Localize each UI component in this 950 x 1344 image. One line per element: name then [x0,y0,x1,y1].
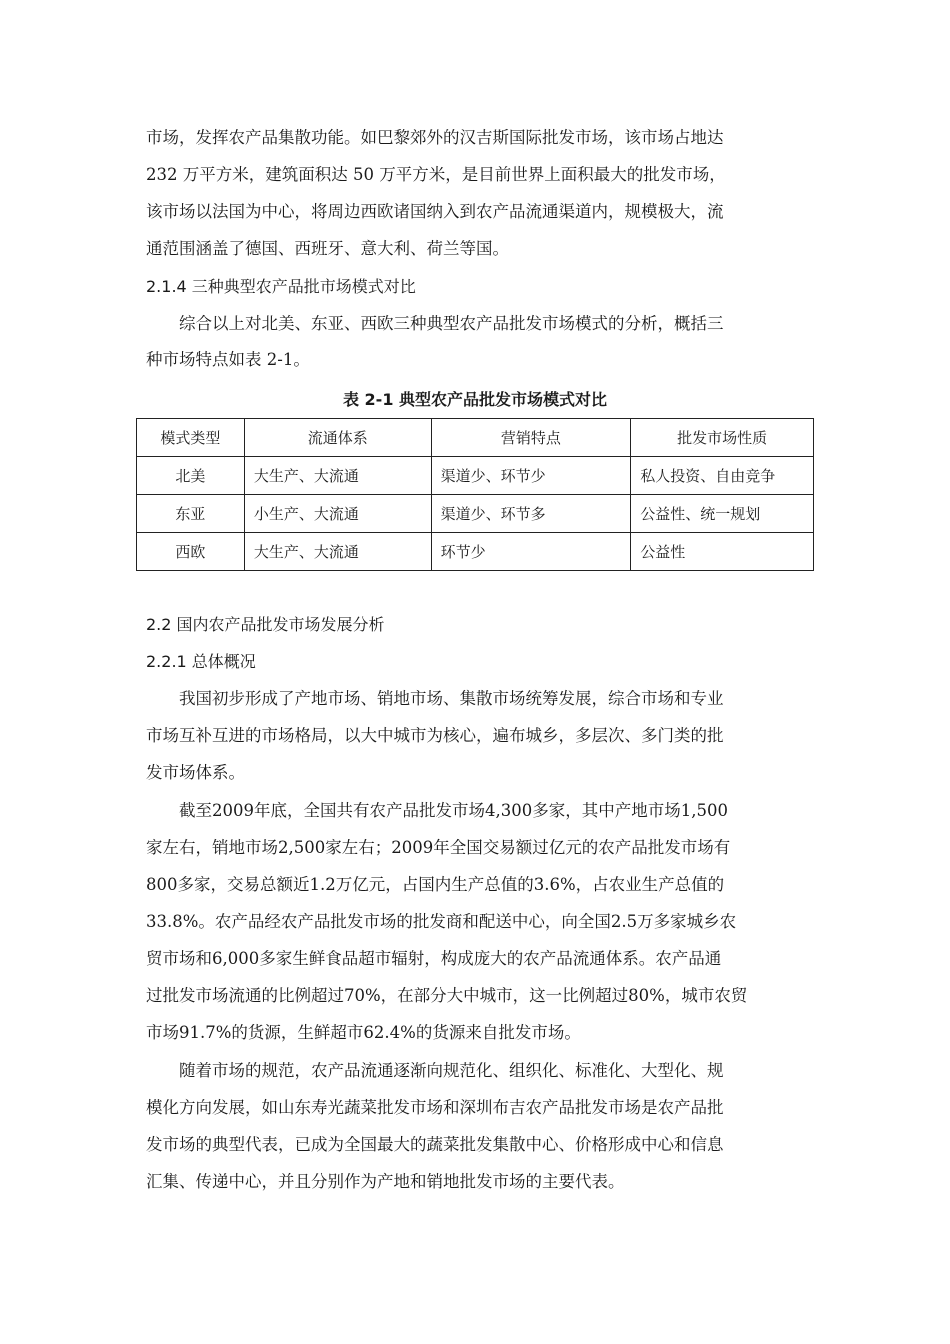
body-text-line: 通范围涵盖了德国、西班牙、意大利、荷兰等国。 [146,239,509,258]
table-cell: 北美 [137,457,245,495]
comparison-table [136,418,814,571]
table-cell: 公益性、统一规划 [631,495,814,533]
table-cell: 渠道少、环节多 [431,495,631,533]
table-row [137,457,814,495]
body-text-line: 33.8%。农产品经农产品批发市场的批发商和配送中心，向全国2.5万多家城乡农 [146,912,737,931]
table-caption: 表 2-1 典型农产品批发市场模式对比 [342,390,608,409]
table-header-row [137,419,814,457]
body-text-line: 我国初步形成了产地市场、销地市场、集散市场统筹发展，综合市场和专业 [146,689,724,708]
table-cell: 私人投资、自由竞争 [631,457,814,495]
table-header-cell: 流通体系 [244,419,431,457]
table-header-cell: 批发市场性质 [631,419,814,457]
body-text-line: 汇集、传递中心，并且分别作为产地和销地批发市场的主要代表。 [146,1172,625,1191]
body-text-line: 种市场特点如表 2-1。 [146,350,310,369]
section-heading: 2.2 国内农产品批发市场发展分析 [146,615,385,634]
body-text-line: 800多家，交易总额近1.2万亿元，占国内生产总值的3.6%，占农业生产总值的 [146,875,725,894]
table-cell: 小生产、大流通 [244,495,431,533]
body-text-line: 贸市场和6,000多家生鲜食品超市辐射，构成庞大的农产品流通体系。农产品通 [146,949,722,968]
table-cell: 渠道少、环节少 [431,457,631,495]
body-text-line: 综合以上对北美、东亚、西欧三种典型农产品批发市场模式的分析，概括三 [146,314,724,333]
body-text-line: 发市场体系。 [146,763,245,782]
body-text-line: 过批发市场流通的比例超过70%，在部分大中城市，这一比例超过80%，城市农贸 [146,986,748,1005]
body-text-line: 市场，发挥农产品集散功能。如巴黎郊外的汉吉斯国际批发市场，该市场占地达 [146,128,724,147]
table-header-cell: 营销特点 [431,419,631,457]
table-header-cell: 模式类型 [137,419,245,457]
body-text-line: 模化方向发展，如山东寿光蔬菜批发市场和深圳布吉农产品批发市场是农产品批 [146,1098,724,1117]
section-heading: 2.1.4 三种典型农产品批市场模式对比 [146,277,416,296]
table-cell: 西欧 [137,533,245,571]
table-cell: 环节少 [431,533,631,571]
body-text-line: 家左右，销地市场2,500家左右；2009年全国交易额过亿元的农产品批发市场有 [146,838,731,857]
subsection-heading: 2.2.1 总体概况 [146,652,256,671]
table-row [137,495,814,533]
body-text-line: 市场互补互进的市场格局，以大中城市为核心，遍布城乡，多层次、多门类的批 [146,726,724,745]
table-row [137,533,814,571]
table-cell: 公益性 [631,533,814,571]
body-text-line: 市场91.7%的货源，生鲜超市62.4%的货源来自批发市场。 [146,1023,581,1042]
body-text-line: 发市场的典型代表，已成为全国最大的蔬菜批发集散中心、价格形成中心和信息 [146,1135,724,1154]
body-text-line: 该市场以法国为中心，将周边西欧诸国纳入到农产品流通渠道内，规模极大，流 [146,202,724,221]
table-cell: 大生产、大流通 [244,533,431,571]
body-text-line: 截至2009年底，全国共有农产品批发市场4,300多家，其中产地市场1,500 [146,801,728,820]
table-cell: 东亚 [137,495,245,533]
body-text-line: 随着市场的规范，农产品流通逐渐向规范化、组织化、标准化、大型化、规 [146,1061,724,1080]
body-text-line: 232 万平方米，建筑面积达 50 万平方米，是目前世界上面积最大的批发市场， [146,165,726,184]
table-cell: 大生产、大流通 [244,457,431,495]
